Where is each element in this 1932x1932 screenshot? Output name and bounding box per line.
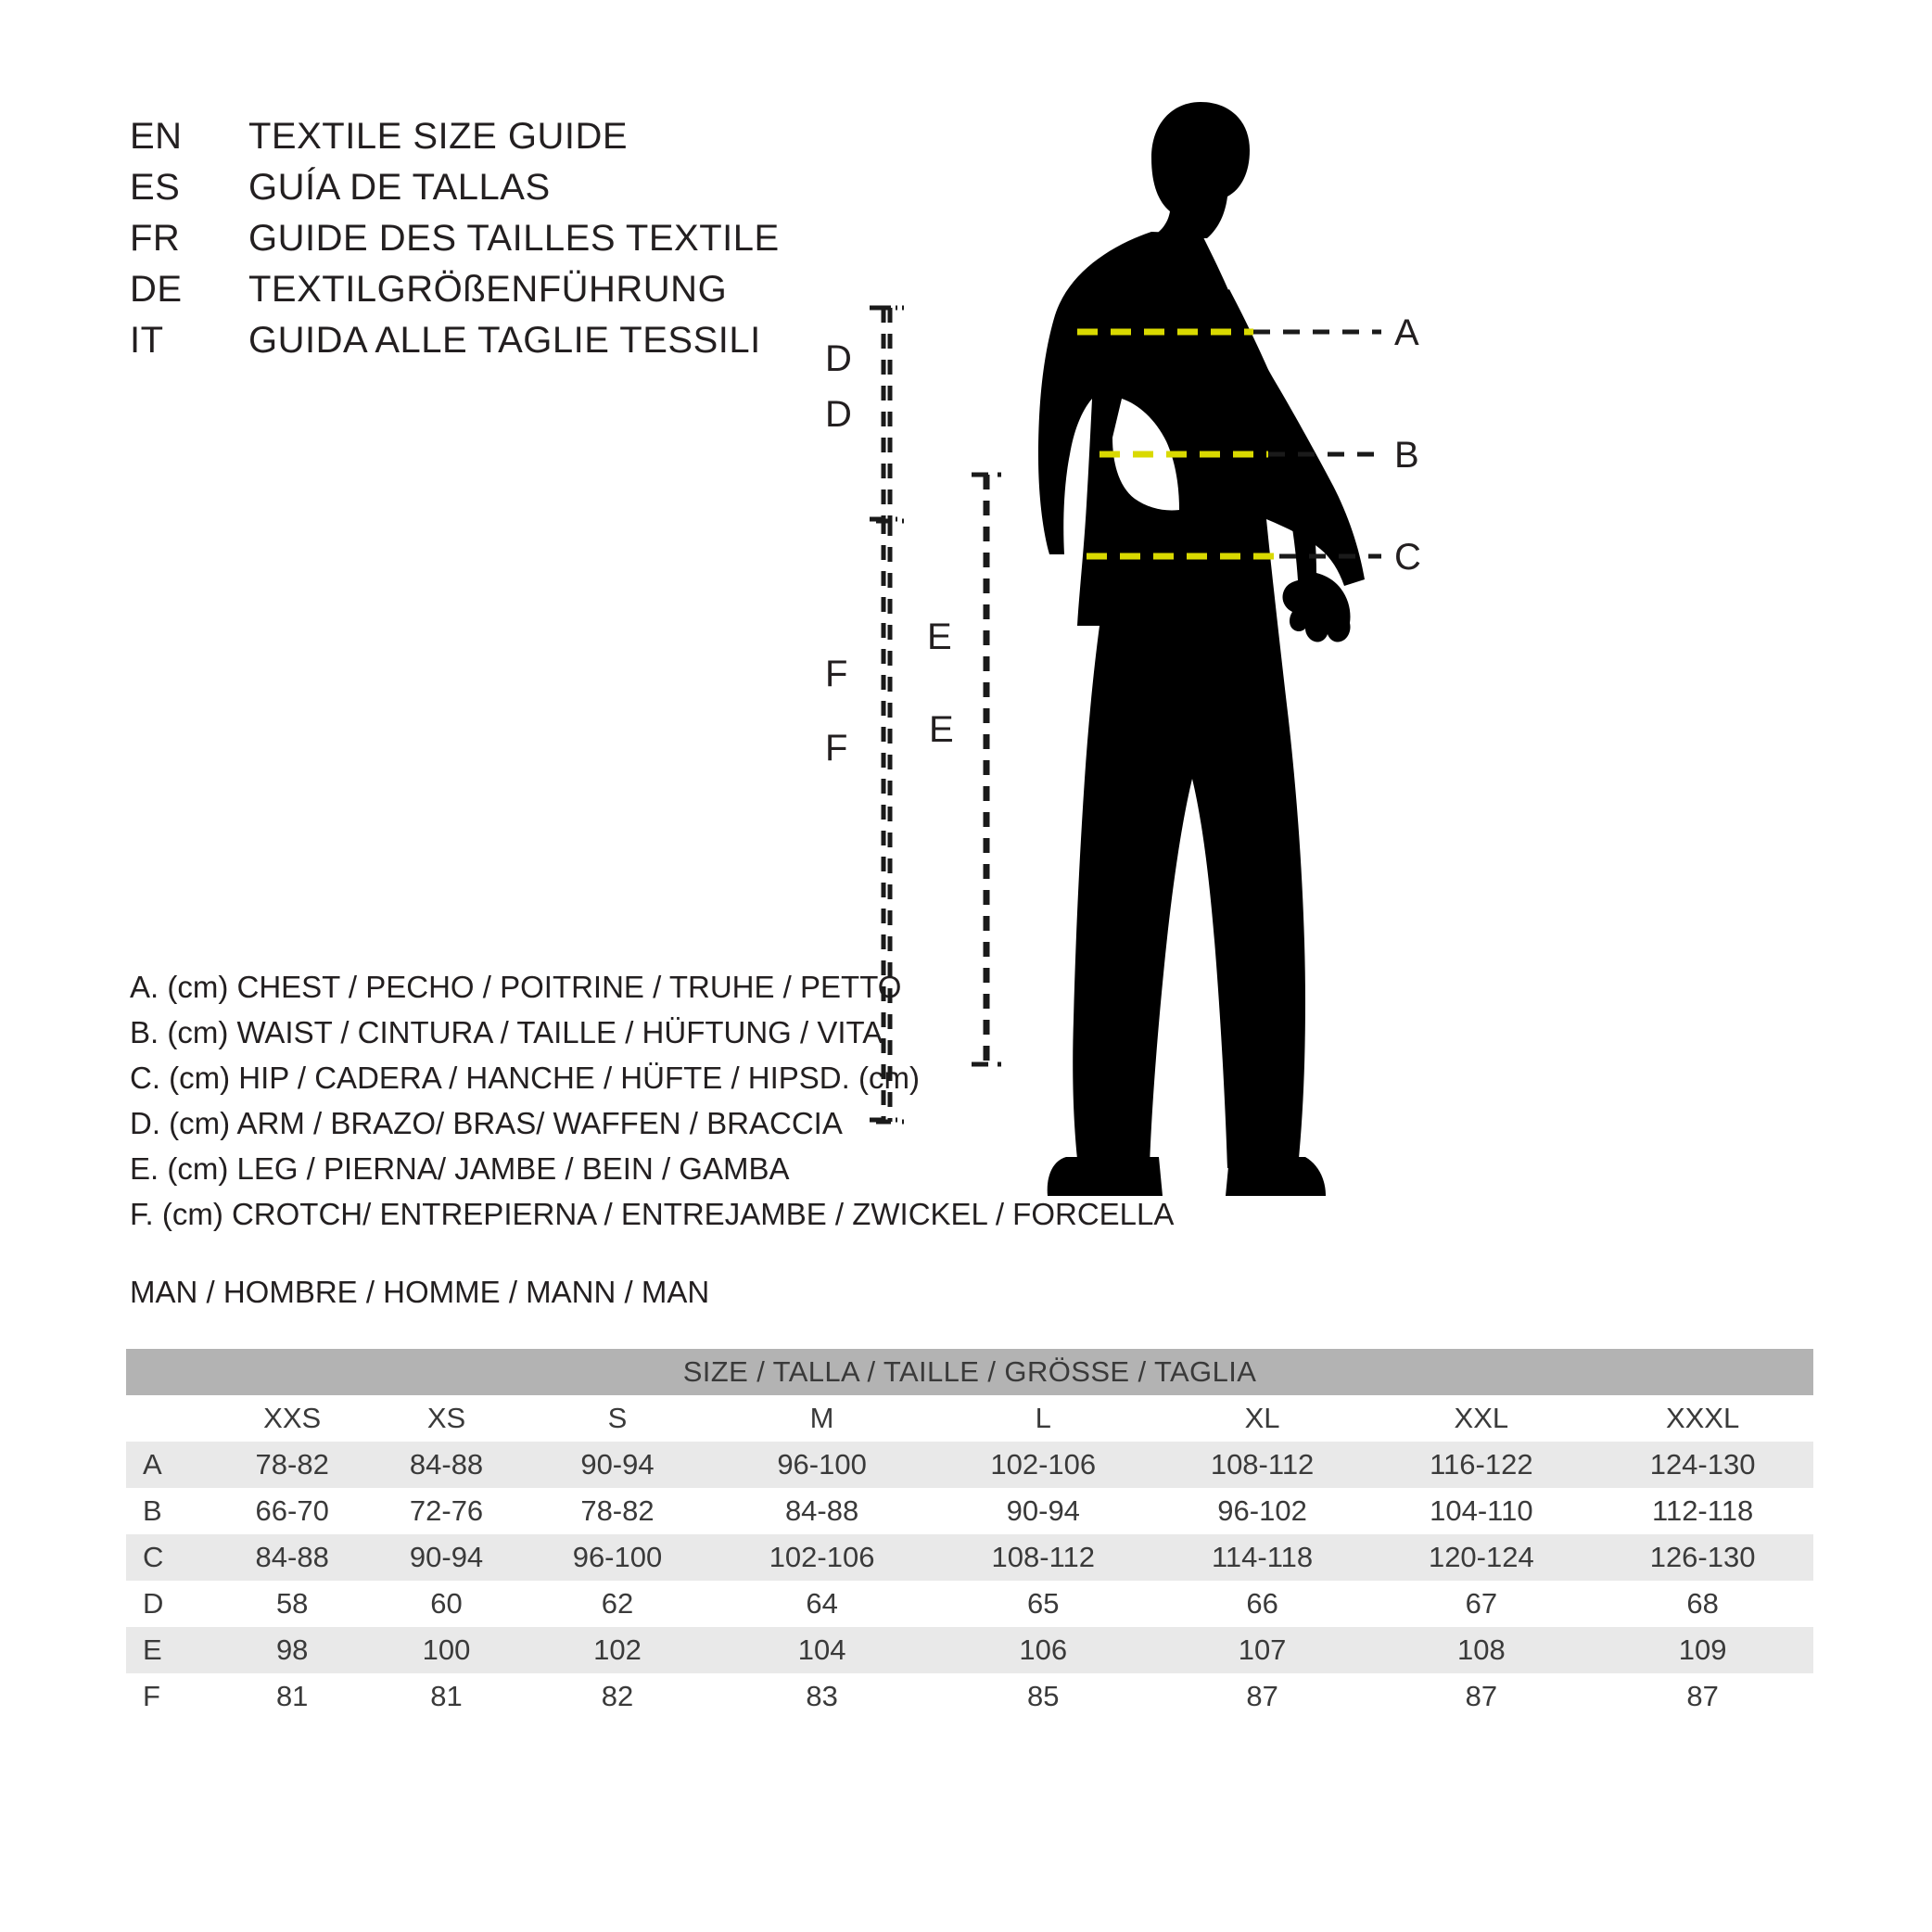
cell-a-m: 96-100 bbox=[711, 1442, 933, 1488]
cell-d-l: 65 bbox=[933, 1581, 1154, 1627]
cell-c-xl: 114-118 bbox=[1154, 1534, 1371, 1581]
callout-label-a: A bbox=[1394, 312, 1419, 353]
table-header-label: SIZE / TALLA / TAILLE / GRÖSSE / TAGLIA bbox=[126, 1349, 1813, 1395]
cell-b-xl: 96-102 bbox=[1154, 1488, 1371, 1534]
gender-label: MAN / HOMBRE / HOMME / MANN / MAN bbox=[130, 1275, 710, 1309]
cell-e-xxxl: 109 bbox=[1592, 1627, 1813, 1673]
title-row bbox=[130, 167, 780, 218]
size-xs: XS bbox=[369, 1395, 523, 1442]
table-row bbox=[126, 1673, 1813, 1720]
cell-f-xl: 87 bbox=[1154, 1673, 1371, 1720]
callout-label-c: C bbox=[1394, 537, 1421, 578]
cell-c-m: 102-106 bbox=[711, 1534, 933, 1581]
cell-c-xxl: 120-124 bbox=[1371, 1534, 1593, 1581]
cell-a-xl: 108-112 bbox=[1154, 1442, 1371, 1488]
size-table bbox=[126, 1349, 1813, 1720]
svg-text:D: D bbox=[825, 394, 852, 435]
size-xl: XL bbox=[1154, 1395, 1371, 1442]
cell-c-l: 108-112 bbox=[933, 1534, 1154, 1581]
cell-f-l: 85 bbox=[933, 1673, 1154, 1720]
svg-text:E: E bbox=[929, 709, 954, 750]
body-measurement-diagram bbox=[825, 93, 1845, 1233]
title-row bbox=[130, 320, 780, 371]
title-text-en: TEXTILE SIZE GUIDE bbox=[248, 116, 629, 157]
cell-d-s: 62 bbox=[524, 1581, 712, 1627]
title-lang-de: DE bbox=[130, 269, 183, 310]
cell-d-xs: 60 bbox=[369, 1581, 523, 1627]
cell-d-xxs: 58 bbox=[215, 1581, 369, 1627]
cell-a-s: 90-94 bbox=[524, 1442, 712, 1488]
cell-c-xxxl: 126-130 bbox=[1592, 1534, 1813, 1581]
legend-item-f: F. (cm) CROTCH/ ENTREPIERNA / ENTREJAMBE / ZWICKEL / FORCELLA bbox=[130, 1197, 1175, 1231]
legend-item-d: D. (cm) ARM / BRAZO/ BRAS/ WAFFEN / BRACCIA bbox=[130, 1106, 843, 1140]
cell-e-s: 102 bbox=[524, 1627, 712, 1673]
man-silhouette-icon bbox=[1038, 102, 1365, 1196]
size-xxl: XXL bbox=[1371, 1395, 1593, 1442]
title-block bbox=[130, 116, 780, 371]
cell-a-xs: 84-88 bbox=[369, 1442, 523, 1488]
size-l: L bbox=[933, 1395, 1154, 1442]
row-label-a: A bbox=[126, 1442, 215, 1488]
size-xxs: XXS bbox=[215, 1395, 369, 1442]
cell-d-m: 64 bbox=[711, 1581, 933, 1627]
cell-a-l: 102-106 bbox=[933, 1442, 1154, 1488]
table-row bbox=[126, 1488, 1813, 1534]
title-text-de: TEXTILGRÖßENFÜHRUNG bbox=[248, 269, 728, 310]
size-table-container bbox=[126, 1349, 1813, 1720]
corner-cell bbox=[126, 1395, 215, 1442]
cell-e-xs: 100 bbox=[369, 1627, 523, 1673]
size-xxxl: XXXL bbox=[1592, 1395, 1813, 1442]
cell-f-xxxl: 87 bbox=[1592, 1673, 1813, 1720]
cell-e-xxl: 108 bbox=[1371, 1627, 1593, 1673]
title-text-it: GUIDA ALLE TAGLIE TESSILI bbox=[248, 320, 761, 361]
table-header-band bbox=[126, 1349, 1813, 1395]
cell-b-s: 78-82 bbox=[524, 1488, 712, 1534]
title-lang-it: IT bbox=[130, 320, 164, 361]
cell-b-m: 84-88 bbox=[711, 1488, 933, 1534]
callout-label-b: B bbox=[1394, 435, 1419, 476]
title-row bbox=[130, 218, 780, 269]
cell-b-xs: 72-76 bbox=[369, 1488, 523, 1534]
row-label-c: C bbox=[126, 1534, 215, 1581]
cell-a-xxs: 78-82 bbox=[215, 1442, 369, 1488]
cell-e-xxs: 98 bbox=[215, 1627, 369, 1673]
cell-f-m: 83 bbox=[711, 1673, 933, 1720]
cell-e-l: 106 bbox=[933, 1627, 1154, 1673]
row-label-b: B bbox=[126, 1488, 215, 1534]
title-lang-fr: FR bbox=[130, 218, 181, 259]
table-row bbox=[126, 1534, 1813, 1581]
cell-a-xxl: 116-122 bbox=[1371, 1442, 1593, 1488]
row-label-d: D bbox=[126, 1581, 215, 1627]
cell-e-m: 104 bbox=[711, 1627, 933, 1673]
cell-d-xxxl: 68 bbox=[1592, 1581, 1813, 1627]
legend-item-a: A. (cm) CHEST / PECHO / POITRINE / TRUHE / PETTO bbox=[130, 970, 902, 1004]
cell-f-xxl: 87 bbox=[1371, 1673, 1593, 1720]
legend-item-b: B. (cm) WAIST / CINTURA / TAILLE / HÜFTUNG / VITA bbox=[130, 1015, 883, 1049]
legend-item-e: E. (cm) LEG / PIERNA/ JAMBE / BEIN / GAMBA bbox=[130, 1151, 790, 1186]
cell-b-xxxl: 112-118 bbox=[1592, 1488, 1813, 1534]
legend-item-c: C. (cm) HIP / CADERA / HANCHE / HÜFTE / HIPSD. (cm) bbox=[130, 1061, 920, 1095]
title-text-fr: GUIDE DES TAILLES TEXTILE bbox=[248, 218, 780, 259]
size-s: S bbox=[524, 1395, 712, 1442]
cell-a-xxxl: 124-130 bbox=[1592, 1442, 1813, 1488]
cell-c-xxs: 84-88 bbox=[215, 1534, 369, 1581]
table-row bbox=[126, 1581, 1813, 1627]
dimension-label-e: E bbox=[927, 616, 952, 657]
dimension-label-d: D bbox=[825, 338, 852, 379]
cell-b-xxl: 104-110 bbox=[1371, 1488, 1593, 1534]
cell-d-xl: 66 bbox=[1154, 1581, 1371, 1627]
title-text-es: GUÍA DE TALLAS bbox=[248, 167, 551, 208]
title-lang-en: EN bbox=[130, 116, 183, 157]
row-label-e: E bbox=[126, 1627, 215, 1673]
title-lang-es: ES bbox=[130, 167, 181, 208]
table-size-row bbox=[126, 1395, 1813, 1442]
cell-b-xxs: 66-70 bbox=[215, 1488, 369, 1534]
cell-f-xs: 81 bbox=[369, 1673, 523, 1720]
row-label-f: F bbox=[126, 1673, 215, 1720]
title-row bbox=[130, 269, 780, 320]
cell-e-xl: 107 bbox=[1154, 1627, 1371, 1673]
arm-dimension-bracket bbox=[876, 308, 904, 521]
cell-d-xxl: 67 bbox=[1371, 1581, 1593, 1627]
cell-b-l: 90-94 bbox=[933, 1488, 1154, 1534]
title-row bbox=[130, 116, 780, 167]
dimension-label-f: F bbox=[825, 654, 848, 694]
cell-f-s: 82 bbox=[524, 1673, 712, 1720]
cell-c-xs: 90-94 bbox=[369, 1534, 523, 1581]
cell-f-xxs: 81 bbox=[215, 1673, 369, 1720]
size-m: M bbox=[711, 1395, 933, 1442]
cell-c-s: 96-100 bbox=[524, 1534, 712, 1581]
table-row bbox=[126, 1627, 1813, 1673]
arm-dimension-bar bbox=[870, 308, 897, 519]
table-row bbox=[126, 1442, 1813, 1488]
svg-text:F: F bbox=[825, 728, 848, 769]
